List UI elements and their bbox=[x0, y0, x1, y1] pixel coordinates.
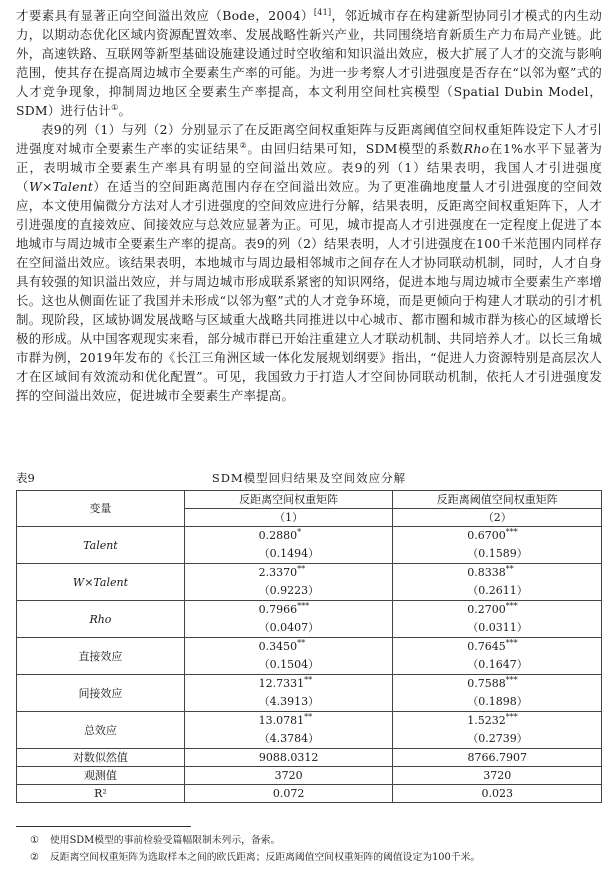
coef-cell-c1 bbox=[184, 527, 393, 564]
significance-stars: * bbox=[297, 527, 302, 537]
coefficient: 0.7966 bbox=[258, 603, 298, 616]
col2-header: 反距离阈值空间权重矩阵 bbox=[393, 491, 602, 509]
table-title bbox=[16, 469, 602, 487]
footnote-text: 反距离空间权重矩阵为选取样本之间的欧氏距离；反距离阈值空间权重矩阵的阈值设定为100千米。 bbox=[50, 852, 481, 863]
standard-error: （0.2611） bbox=[467, 584, 528, 597]
stat-name: R² bbox=[17, 785, 185, 803]
superscript-ref: ① bbox=[111, 102, 119, 112]
table-label: 表9 bbox=[16, 471, 35, 485]
significance-stars: *** bbox=[505, 527, 518, 537]
coef-value-block bbox=[467, 638, 527, 674]
coefficient: 0.6700 bbox=[467, 529, 506, 542]
var-header: 变量 bbox=[17, 491, 185, 527]
text-run: 表9的列（1）与列（2）分别显示了在反距离空间权重矩阵与反距离阈值空间权重矩阵设定下人才引进强度对城市全要素生产率的实证结果 bbox=[16, 122, 602, 156]
coef-value-block bbox=[259, 712, 319, 748]
superscript-ref: ② bbox=[239, 140, 248, 150]
stat-row bbox=[17, 767, 602, 785]
coef-value-block bbox=[259, 675, 319, 711]
coef-cell-c1 bbox=[184, 638, 393, 675]
significance-stars: ** bbox=[297, 638, 306, 648]
coef-value-block bbox=[467, 675, 527, 711]
coefficient: 0.2880 bbox=[258, 529, 298, 542]
superscript-ref: [41] bbox=[313, 7, 332, 17]
coef-value-block bbox=[259, 638, 319, 674]
footnote-rule bbox=[16, 826, 191, 827]
coef-cell-c2 bbox=[393, 527, 602, 564]
footnote-mark: ② bbox=[30, 852, 39, 863]
coef-cell-c2 bbox=[393, 601, 602, 638]
standard-error: （0.1647） bbox=[467, 658, 528, 671]
coef-row bbox=[17, 712, 602, 749]
stat-name: 观测值 bbox=[17, 767, 185, 785]
significance-stars: ** bbox=[297, 564, 306, 574]
coef-value-block bbox=[467, 712, 527, 748]
coefficient: 0.8338 bbox=[467, 566, 506, 579]
paragraph-1 bbox=[16, 6, 602, 120]
significance-stars: *** bbox=[297, 601, 310, 611]
text-run: 。 bbox=[118, 103, 132, 118]
standard-error: （0.0311） bbox=[467, 621, 528, 634]
coef-row bbox=[17, 675, 602, 712]
stat-row bbox=[17, 785, 602, 803]
variable-name: 总效应 bbox=[17, 712, 185, 749]
coef-cell-c2 bbox=[393, 564, 602, 601]
coef-cell-c2 bbox=[393, 638, 602, 675]
text-run: 在1%水平下显著为正，表明城市全要素生产率具有明显的空间溢出效应。表9的列（1）结果表明，我国人才引进强度（ bbox=[16, 141, 603, 194]
coef-cell-c2 bbox=[393, 675, 602, 712]
body-text bbox=[16, 6, 602, 405]
coefficient: 12.7331 bbox=[258, 677, 305, 690]
coef-value-block bbox=[467, 601, 527, 637]
coef-cell-c1 bbox=[184, 675, 393, 712]
stat-value-col2: 8766.7907 bbox=[393, 749, 602, 767]
coefficient: 0.7645 bbox=[467, 640, 506, 653]
text-run: 。由回归结果可知，SDM模型的系数 bbox=[247, 141, 464, 156]
significance-stars: *** bbox=[505, 675, 518, 685]
text-run: 才要素具有显著正向空间溢出效应（Bode，2004） bbox=[16, 8, 314, 23]
footnote-2 bbox=[30, 849, 480, 866]
coef-value-block bbox=[467, 564, 527, 600]
significance-stars: *** bbox=[505, 601, 518, 611]
coef-cell-c1 bbox=[184, 601, 393, 638]
footnote-1 bbox=[30, 832, 480, 849]
significance-stars: ** bbox=[304, 712, 313, 722]
coef-row bbox=[17, 527, 602, 564]
coefficient: 1.5232 bbox=[467, 714, 506, 727]
variable-name: Talent bbox=[17, 527, 185, 564]
table-header-row bbox=[17, 491, 602, 509]
footnote-mark: ① bbox=[30, 835, 39, 846]
stat-row bbox=[17, 749, 602, 767]
col2-number: （2） bbox=[393, 509, 602, 527]
significance-stars: *** bbox=[505, 712, 518, 722]
coef-row bbox=[17, 601, 602, 638]
stat-value-col2: 0.023 bbox=[393, 785, 602, 803]
coefficient: 2.3370 bbox=[258, 566, 298, 579]
variable-name: W×Talent bbox=[17, 564, 185, 601]
footnote-text: 使用SDM模型的事前检验受篇幅限制未列示，备索。 bbox=[50, 835, 281, 846]
col1-header: 反距离空间权重矩阵 bbox=[184, 491, 393, 509]
coef-cell-c2 bbox=[393, 712, 602, 749]
coef-row bbox=[17, 638, 602, 675]
coefficient: 0.7588 bbox=[467, 677, 506, 690]
footnotes bbox=[30, 832, 480, 866]
coef-cell-c1 bbox=[184, 564, 393, 601]
variable-name: Rho bbox=[17, 601, 185, 638]
coef-value-block bbox=[467, 527, 527, 563]
stat-name: 对数似然值 bbox=[17, 749, 185, 767]
standard-error: （0.9223） bbox=[258, 584, 320, 597]
coefficient: 0.3450 bbox=[258, 640, 298, 653]
variable-name: 直接效应 bbox=[17, 638, 185, 675]
text-run: ，邻近城市存在构建新型协同引才模式的内生动力，以期动态优化区域内资源配置效率、发展战略性新兴产业，共同围绕培育新质生产力布局产业链。此外，高速铁路、互联网等新型基础设施建设通过时空收缩和知识溢出效应，极大扩展了人才的交流与影响范围，使其存在提高周边城市全要素生产率的可能。为进一步考察人才引进强度是否存在“以邻为壑”式的人才竞争现象，抑制周边地区全要素生产率提高，本文利用空间杜宾模型（Spatial Dubin Model，SDM）进行估计 bbox=[16, 8, 602, 118]
italic-term: Rho bbox=[463, 141, 490, 156]
stat-value-col1: 9088.0312 bbox=[184, 749, 393, 767]
standard-error: （0.2739） bbox=[467, 732, 528, 745]
standard-error: （0.0407） bbox=[258, 621, 320, 634]
coef-row bbox=[17, 564, 602, 601]
variable-name: 间接效应 bbox=[17, 675, 185, 712]
coef-cell-c1 bbox=[184, 712, 393, 749]
coef-value-block bbox=[259, 564, 319, 600]
standard-error: （0.1494） bbox=[258, 547, 320, 560]
stat-value-col2: 3720 bbox=[393, 767, 602, 785]
coefficient: 0.2700 bbox=[467, 603, 506, 616]
sdm-results-table bbox=[16, 490, 602, 803]
stat-value-col1: 3720 bbox=[184, 767, 393, 785]
significance-stars: *** bbox=[505, 638, 518, 648]
standard-error: （4.3913） bbox=[258, 695, 320, 708]
italic-term: W×Talent bbox=[29, 179, 94, 194]
col1-number: （1） bbox=[184, 509, 393, 527]
stat-value-col1: 0.072 bbox=[184, 785, 393, 803]
coef-value-block bbox=[259, 601, 319, 637]
standard-error: （0.1504） bbox=[258, 658, 320, 671]
significance-stars: ** bbox=[304, 675, 313, 685]
standard-error: （4.3784） bbox=[258, 732, 320, 745]
significance-stars: ** bbox=[505, 564, 514, 574]
standard-error: （0.1589） bbox=[467, 547, 528, 560]
paragraph-2 bbox=[16, 120, 602, 405]
table-body bbox=[17, 527, 602, 803]
table-caption: SDM模型回归结果及空间效应分解 bbox=[211, 471, 407, 485]
standard-error: （0.1898） bbox=[467, 695, 528, 708]
coefficient: 13.0781 bbox=[258, 714, 305, 727]
text-run: ）在适当的空间距离范围内存在空间溢出效应。为了更准确地度量人才引进强度的空间效应，本文使用偏微分方法对人才引进强度的空间效应进行分解，结果表明，反距离空间权重矩阵下，人才引进强度的直接效应、间接效应与总效应显著为正。可见，城市提高人才引进强度在一定程度上促进了本地城市与周边城市全要素生产率的提高。表9的列（2）结果表明，人才引进强度在100千米范围内同样存在空间溢出效应。该结果表明，本地城市与周边最相邻城市之间存在人才协同联动机制，同时，人才自身具有较强的知识溢出效应，并与周边城市形成联系紧密的知识网络，促进本地与周边城市全要素生产率增长。这也从侧面佐证了我国并未形成“以邻为壑”式的人才竞争环境，而是更倾向于构建人才联动的引才机制。现阶段，区域协调发展战略与区域重大战略共同推进以中心城市、都市圈和城市群为核心的区域增长极的形成。从中国客观现实来看，部分城市群已开始注重建立人才联动机制、共同培养人才。以长三角城市群为例，2019年发布的《长江三角洲区域一体化发展规划纲要》指出，“促进人力资源特别是高层次人才在区域间有效流动和优化配置”。可见，我国致力于打造人才空间协同联动机制，依托人才引进强度发挥的空间溢出效应，促进城市全要素生产率提高。 bbox=[16, 179, 603, 403]
coef-value-block bbox=[259, 527, 319, 563]
